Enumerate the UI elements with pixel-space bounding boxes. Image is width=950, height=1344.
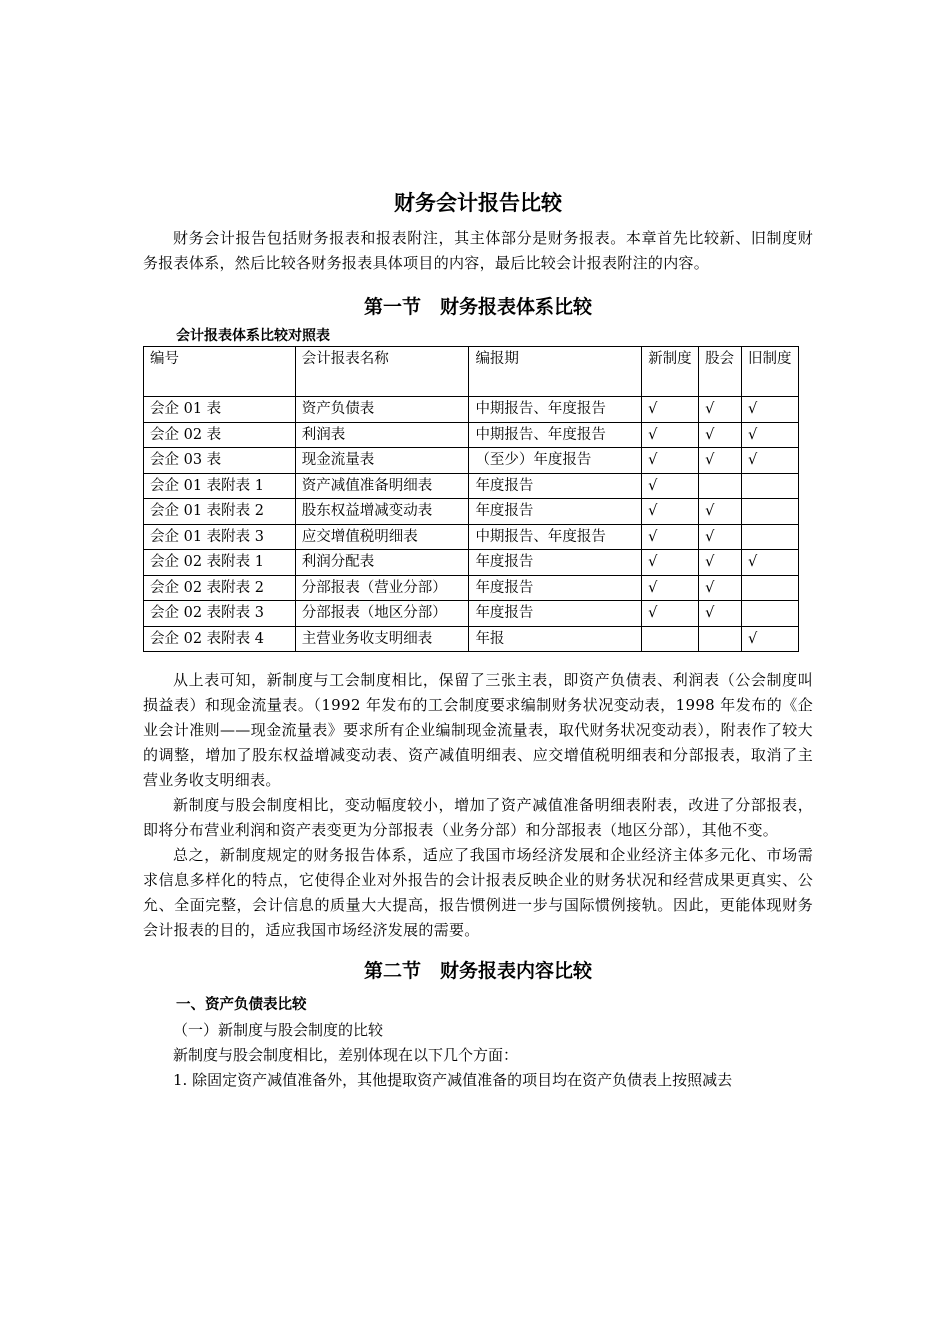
code-cell: 会企 02 表附表 4 bbox=[144, 626, 296, 652]
code-cell: 会企 02 表附表 2 bbox=[144, 575, 296, 601]
report-name-cell: 主营业务收支明细表 bbox=[295, 626, 469, 652]
code-cell: 会企 02 表附表 3 bbox=[144, 601, 296, 627]
table-row bbox=[144, 422, 799, 448]
code-cell: 会企 01 表 bbox=[144, 397, 296, 423]
stock-system-cell: √ bbox=[699, 550, 742, 576]
new-system-cell: √ bbox=[642, 397, 699, 423]
paragraph-3: 总之，新制度规定的财务报告体系，适应了我国市场经济发展和企业经济主体多元化、市场需求信息多样化的特点，它使得企业对外报告的会计报表反映企业的财务状况和经营成果更真实、公允、全面完整，会计信息的质量大大提高，报告惯例进一步与国际惯例接轨。因此，更能体现财务会计报表的目的，适应我国市场经济发展的需要。 bbox=[143, 846, 813, 939]
table-header-row bbox=[144, 347, 799, 397]
period-cell: 中期报告、年度报告 bbox=[469, 422, 642, 448]
old-system-cell bbox=[742, 524, 799, 550]
period-cell: 年度报告 bbox=[469, 575, 642, 601]
new-system-cell: √ bbox=[642, 473, 699, 499]
page-content bbox=[143, 186, 813, 1093]
header-cell: 编报期 bbox=[469, 347, 642, 397]
stock-system-cell bbox=[699, 473, 742, 499]
new-system-cell bbox=[642, 626, 699, 652]
code-cell: 会企 03 表 bbox=[144, 448, 296, 474]
paragraph-1: 从上表可知，新制度与工会制度相比，保留了三张主表，即资产负债表、利润表（公会制度叫损益表）和现金流量表。（1992 年发布的工会制度要求编制财务状况变动表，1998 年发布的《企业会计准则——现金流量表》要求所有企业编制现金流量表，取代财务状况变动表），附表作了较大的调整，增加了股东权益增减变动表、资产减值明细表、应交增值税明细表和分部报表，取消了主营业务收支明细表。 bbox=[143, 671, 813, 789]
report-name-cell: 现金流量表 bbox=[295, 448, 469, 474]
table-row bbox=[144, 397, 799, 423]
old-system-cell: √ bbox=[742, 422, 799, 448]
old-system-cell: √ bbox=[742, 626, 799, 652]
table-row bbox=[144, 550, 799, 576]
code-cell: 会企 01 表附表 2 bbox=[144, 499, 296, 525]
code-cell: 会企 02 表 bbox=[144, 422, 296, 448]
table-row bbox=[144, 499, 799, 525]
header-cell: 股会 bbox=[699, 347, 742, 397]
period-cell: 年报 bbox=[469, 626, 642, 652]
stock-system-cell: √ bbox=[699, 422, 742, 448]
report-name-cell: 股东权益增减变动表 bbox=[295, 499, 469, 525]
report-name-cell: 分部报表（营业分部） bbox=[295, 575, 469, 601]
period-cell: 年度报告 bbox=[469, 499, 642, 525]
comparison-table bbox=[143, 346, 799, 652]
old-system-cell: √ bbox=[742, 448, 799, 474]
document-title: 财务会计报告比较 bbox=[394, 191, 562, 215]
new-system-cell: √ bbox=[642, 575, 699, 601]
paragraph-2: 新制度与股会制度相比，变动幅度较小，增加了资产减值准备明细表附表，改进了分部报表，即将分布营业利润和资产表变更为分部报表（业务分部）和分部报表（地区分部），其他不变。 bbox=[143, 796, 813, 839]
text-line: 1. 除固定资产减值准备外，其他提取资产减值准备的项目均在资产负债表上按照减去 bbox=[173, 1071, 733, 1089]
section-2-title: 第二节 财务报表内容比较 bbox=[363, 960, 592, 982]
intro-paragraph: 财务会计报告包括财务报表和报表附注，其主体部分是财务报表。本章首先比较新、旧制度财务报表体系，然后比较各财务报表具体项目的内容，最后比较会计报表附注的内容。 bbox=[143, 229, 813, 272]
new-system-cell: √ bbox=[642, 524, 699, 550]
new-system-cell: √ bbox=[642, 499, 699, 525]
old-system-cell bbox=[742, 499, 799, 525]
code-cell: 会企 01 表附表 3 bbox=[144, 524, 296, 550]
code-cell: 会企 01 表附表 1 bbox=[144, 473, 296, 499]
period-cell: （至少）年度报告 bbox=[469, 448, 642, 474]
stock-system-cell: √ bbox=[699, 448, 742, 474]
text-line: 新制度与股会制度相比，差别体现在以下几个方面： bbox=[173, 1046, 519, 1064]
stock-system-cell: √ bbox=[699, 575, 742, 601]
report-name-cell: 利润分配表 bbox=[295, 550, 469, 576]
table-row bbox=[144, 601, 799, 627]
table-row bbox=[144, 473, 799, 499]
table-row bbox=[144, 448, 799, 474]
old-system-cell bbox=[742, 473, 799, 499]
stock-system-cell: √ bbox=[699, 397, 742, 423]
new-system-cell: √ bbox=[642, 601, 699, 627]
code-cell: 会企 02 表附表 1 bbox=[144, 550, 296, 576]
report-name-cell: 资产减值准备明细表 bbox=[295, 473, 469, 499]
period-cell: 中期报告、年度报告 bbox=[469, 524, 642, 550]
old-system-cell: √ bbox=[742, 550, 799, 576]
period-cell: 年度报告 bbox=[469, 473, 642, 499]
period-cell: 年度报告 bbox=[469, 601, 642, 627]
stock-system-cell bbox=[699, 626, 742, 652]
stock-system-cell: √ bbox=[699, 499, 742, 525]
period-cell: 年度报告 bbox=[469, 550, 642, 576]
report-name-cell: 资产负债表 bbox=[295, 397, 469, 423]
header-cell: 新制度 bbox=[642, 347, 699, 397]
report-name-cell: 利润表 bbox=[295, 422, 469, 448]
stock-system-cell: √ bbox=[699, 524, 742, 550]
subsection-heading: 一、资产负债表比较 bbox=[176, 997, 307, 1013]
old-system-cell bbox=[742, 601, 799, 627]
header-cell: 旧制度 bbox=[742, 347, 799, 397]
old-system-cell bbox=[742, 575, 799, 601]
sub-subsection-heading: （一）新制度与股会制度的比较 bbox=[173, 1021, 384, 1039]
table-row bbox=[144, 626, 799, 652]
report-name-cell: 应交增值税明细表 bbox=[295, 524, 469, 550]
table-row bbox=[144, 524, 799, 550]
report-name-cell: 分部报表（地区分部） bbox=[295, 601, 469, 627]
section-1-title: 第一节 财务报表体系比较 bbox=[363, 296, 592, 318]
period-cell: 中期报告、年度报告 bbox=[469, 397, 642, 423]
header-cell: 编号 bbox=[144, 347, 296, 397]
table-body bbox=[144, 347, 799, 652]
stock-system-cell: √ bbox=[699, 601, 742, 627]
table-caption: 会计报表体系比较对照表 bbox=[176, 328, 330, 344]
new-system-cell: √ bbox=[642, 448, 699, 474]
new-system-cell: √ bbox=[642, 422, 699, 448]
new-system-cell: √ bbox=[642, 550, 699, 576]
table-row bbox=[144, 575, 799, 601]
old-system-cell: √ bbox=[742, 397, 799, 423]
header-cell: 会计报表名称 bbox=[295, 347, 469, 397]
